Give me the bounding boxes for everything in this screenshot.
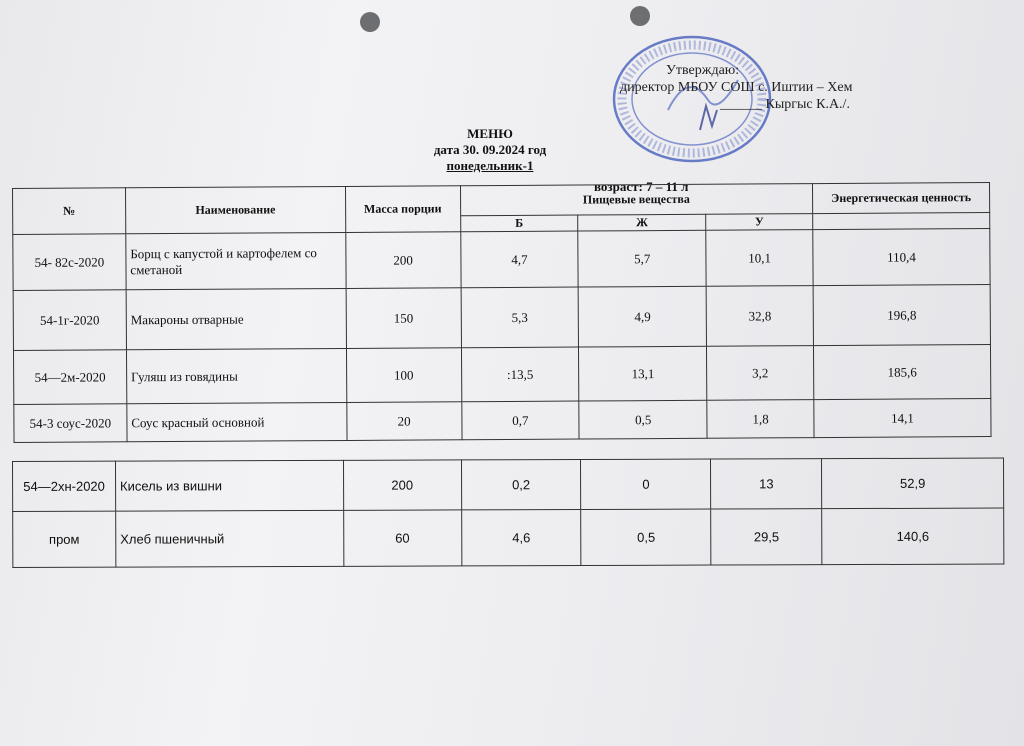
approval-line-3: ______ Кыргыс К.А./. [720,97,850,112]
row-mass: 60 [343,510,461,566]
row-zh: 0,5 [581,509,711,565]
row-name: Борщ с капустой и картофелем со сметаной [126,232,346,289]
row-mass: 200 [345,232,460,289]
table-row [14,399,991,443]
row-u: 10,1 [706,230,813,287]
row-energy: 14,1 [814,399,991,438]
row-zh: 13,1 [579,346,707,401]
row-name: Хлеб пшеничный [116,510,344,567]
row-energy: 196,8 [813,285,990,346]
row-mass: 100 [346,348,461,403]
header-b: Б [460,215,578,232]
approval-line-1: Утверждаю: [666,63,740,78]
header-zh: Ж [578,214,706,231]
menu-heading [390,126,590,174]
header-energy: Энергетическая ценность [813,183,990,214]
table-row [13,229,990,291]
table-row [13,345,990,405]
table-row [13,285,990,351]
row-energy: 185,6 [814,345,991,400]
row-name: Соус красный основной [127,402,347,441]
row-num: пром [13,511,116,567]
row-u: 32,8 [706,286,813,347]
row-num: 54- 82с-2020 [13,234,126,291]
row-b: 5,3 [461,287,579,348]
row-b: 4,7 [460,231,578,288]
row-b: :13,5 [461,347,579,402]
approval-line-2: директор МБОУ СОШ с. Иштии – Хем [620,80,853,95]
row-b: 0,2 [461,460,581,510]
header-u: У [706,214,813,231]
menu-table-continued [12,458,1004,568]
row-name: Кисель из вишни [115,460,343,511]
header-nutrients: Пищевые вещества [460,184,813,216]
row-u: 13 [711,459,822,509]
row-num: 54—2м-2020 [13,350,126,405]
header-energy-blank [813,213,990,230]
row-u: 1,8 [707,400,814,439]
row-name: Гуляш из говядины [126,348,346,403]
row-u: 3,2 [707,346,814,401]
approval-block [620,62,920,113]
row-mass: 150 [346,288,461,349]
row-energy: 110,4 [813,229,990,286]
menu-title: МЕНЮ [467,126,513,141]
row-mass: 20 [346,402,461,441]
row-b: 0,7 [461,401,579,440]
menu-day: понедельник-1 [446,158,534,173]
header-mass: Масса порции [345,186,460,233]
row-num: 54-1г-2020 [13,290,126,351]
punch-hole [360,12,380,32]
menu-date: дата 30. 09.2024 год [433,142,547,157]
table-row [13,458,1004,511]
menu-age: возраст: 7 – 11 л [594,179,689,194]
row-zh: 4,9 [579,286,707,347]
row-zh: 0,5 [579,400,707,439]
row-zh: 0 [581,459,711,509]
row-num: 54-3 соус-2020 [14,404,127,443]
row-b: 4,6 [461,510,581,566]
header-name: Наименование [125,186,345,233]
menu-table [12,182,992,443]
punch-hole [630,6,650,26]
table-row [13,508,1004,567]
row-mass: 200 [343,460,461,510]
row-num: 54—2хн-2020 [13,461,116,511]
row-zh: 5,7 [578,230,706,287]
row-energy: 52,9 [822,458,1004,509]
row-u: 29,5 [711,509,822,565]
row-name: Макароны отварные [126,288,346,349]
row-energy: 140,6 [822,508,1004,565]
header-num: № [13,188,126,235]
